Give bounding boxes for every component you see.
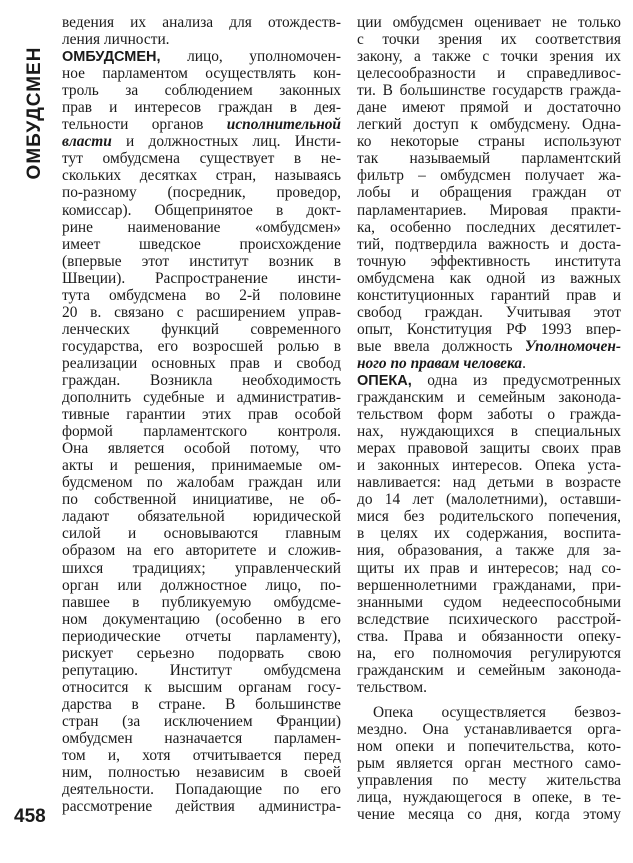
text-line: относится к высшим органам госу-	[62, 678, 341, 696]
page-number: 458	[14, 806, 46, 827]
text-line: Опека осуществляется безвоз-	[373, 703, 621, 721]
text-line: по-разному (посредник, проведор,	[62, 184, 341, 202]
text-line: тий, подтвердила важность и доста-	[357, 235, 621, 253]
text-line: мерах правовой защиты своих прав	[357, 440, 621, 458]
text-line	[62, 116, 341, 133]
entry-term: ОПЕКА,	[357, 372, 412, 389]
text-line: комиссар). Общепринятое в докт-	[62, 201, 341, 219]
text-line: ное парламентом осуществлять кон-	[62, 65, 341, 83]
text-line: на, его полномочия регулируются	[357, 644, 621, 662]
text-line: гражданским и семейным законода-	[357, 389, 621, 407]
text-line: ном документацию (особенно в его	[62, 610, 341, 628]
text-line: деятельности. Попадающие по его	[62, 781, 341, 799]
text-line: реализации основных прав и свобод	[62, 354, 341, 372]
text-line: дарства в стране. В большинстве	[62, 695, 341, 713]
left-column	[62, 14, 341, 815]
text-line: так называемый парламентский	[357, 150, 621, 168]
cross-reference: власти	[62, 133, 112, 151]
text-line: по собственной инициативе, не об-	[62, 491, 341, 509]
text-line: акты и решения, принимаемые ом-	[62, 457, 341, 475]
text-line: знанными судом недееспособными	[357, 593, 621, 611]
text-line: прав и интересов граждан в дея-	[62, 99, 341, 117]
text-line: рым является орган местного само-	[357, 755, 621, 773]
text-line: ко некоторые страны используют	[357, 133, 621, 151]
text-line: парламентариев. Мировая практи-	[357, 201, 621, 219]
text-line: опыт, Конституция РФ 1993 впер-	[357, 320, 621, 338]
text-line: репутацию. Институт омбудсмена	[62, 661, 341, 679]
text-line: гражданским и семейным законода-	[357, 661, 621, 679]
text-line: рискует серьезно подорвать свою	[62, 644, 341, 662]
text-line: ладают обязательной юридической	[62, 508, 341, 526]
text-line: дане имеют прямой и достаточно	[357, 99, 621, 117]
text-line: тут омбудсмена существует в не-	[62, 150, 341, 168]
text-line: тельством.	[357, 678, 427, 696]
text-line: ном опеки и попечительства, кото-	[357, 737, 621, 755]
text-line: нах, нуждающихся в специальных	[357, 423, 621, 441]
text-line	[357, 338, 621, 355]
text-line	[357, 696, 621, 704]
text-line: лица, нуждающегося в опеке, в те-	[357, 789, 621, 807]
text-line	[62, 48, 341, 65]
entry-term: ОМБУДСМЕН,	[62, 49, 161, 66]
text-line: стран (за исключением Франции)	[62, 712, 341, 730]
text-line: силой и основываются главным	[62, 525, 341, 543]
text-line: целесообразности и справедливос-	[357, 65, 621, 83]
text-line: ведения их анализа для отождеств-	[62, 14, 341, 31]
text-line: том и, хотя отчитывается перед	[62, 747, 341, 765]
section-tab-label: ОМБУДСМЕН	[24, 46, 45, 180]
text-line: троль за соблюдением законных	[62, 82, 341, 100]
text-line: и законных интересов. Опека уста-	[357, 457, 621, 475]
text-line: (впервые этот институт возник в	[62, 252, 341, 270]
text-line: тута омбудсмена во 2-й половине	[62, 286, 341, 304]
text-line: рине наименование «омбудсмен»	[62, 218, 341, 236]
text-line: навливается: над детьми в возрасте	[357, 474, 621, 492]
text-line: ления личности.	[62, 31, 170, 49]
text-line: ции омбудсмен оценивает не только	[357, 14, 621, 31]
text-line: омбудсмена как одной из важных	[357, 269, 621, 287]
text-line	[357, 372, 621, 389]
text-line: вследствие психического расстрой-	[357, 610, 621, 628]
text-span: .	[522, 354, 526, 372]
text-line: свобод граждан. Учитывая этот	[357, 303, 621, 321]
text-line: до 14 лет (малолетними), оставши-	[357, 491, 621, 509]
text-span: тельности органов	[62, 116, 227, 134]
text-line: тивные гарантии этих прав особой	[62, 406, 341, 424]
text-line: имеет шведское происхождение	[62, 235, 341, 253]
text-line: ним, полностью независим в своей	[62, 764, 341, 782]
text-line	[62, 133, 341, 150]
text-line: ка, особенно последних десятилет-	[357, 218, 621, 236]
text-line: павшее в публикуемую омбудсме-	[62, 593, 341, 611]
text-line: 20 в. связано с расширением управ-	[62, 303, 341, 321]
text-line: Она является особой потому, что	[62, 440, 341, 458]
text-line: дополнить судебные и административ-	[62, 389, 341, 407]
text-line: периодические отчеты парламенту),	[62, 627, 341, 645]
text-line: ния, образования, а также для за-	[357, 542, 621, 560]
text-line: чение месяца со дня, когда этому	[357, 806, 621, 824]
text-line: легкий доступ к омбудсмену. Одна-	[357, 116, 621, 134]
right-column	[357, 14, 621, 823]
text-line: скольких десятках стран, называясь	[62, 167, 341, 185]
text-line: с точки зрения их соответствия	[357, 31, 621, 49]
text-span: лицо, уполномочен-	[160, 48, 341, 66]
text-line: образом на его авторитете и сложив-	[62, 542, 341, 560]
text-line: мися без родительского попечения,	[357, 508, 621, 526]
text-line: тельством форм заботы о гражда-	[357, 406, 621, 424]
text-line: закону, а также с точки зрения их	[357, 48, 621, 66]
text-line: щиты их прав и интересов; над со-	[357, 559, 621, 577]
text-line: рассмотрение действия администра-	[62, 798, 341, 816]
text-line: фильтр – омбудсмен получает жа-	[357, 167, 621, 185]
cross-reference: ного по правам человека	[357, 354, 523, 372]
text-line: ленческих функций современного	[62, 320, 341, 338]
text-line: в целях их содержания, воспита-	[357, 525, 621, 543]
text-line: лобы и обращения граждан от	[357, 184, 621, 202]
text-line: ства. Права и обязанности опеку-	[357, 627, 621, 645]
text-line: вершеннолетними гражданами, при-	[357, 576, 621, 594]
text-line: мездно. Она устанавливается орга-	[357, 720, 621, 738]
text-span: одна из предусмотренных	[411, 371, 621, 389]
text-line: управления по месту жительства	[357, 772, 621, 790]
text-line: государства, его возросшей ролью в	[62, 337, 341, 355]
text-line: орган или должностное лицо, по-	[62, 576, 341, 594]
text-line: формой парламентского контроля.	[62, 423, 341, 441]
text-span: вые ввела должность	[357, 337, 525, 355]
text-line: шихся традициях; управленческий	[62, 559, 341, 577]
text-line: граждан. Возникла необходимость	[62, 371, 341, 389]
text-span: и должностных лиц. Инсти-	[111, 133, 341, 151]
text-line: точную эффективность института	[357, 252, 621, 270]
text-line: конституционных гарантий прав и	[357, 286, 621, 304]
section-tab	[18, 18, 52, 208]
text-line: ти. В большинстве государств гражда-	[357, 82, 621, 100]
cross-reference: Уполномочен-	[524, 337, 621, 355]
text-line: омбудсмен назначается парламен-	[62, 729, 341, 747]
text-line: будсменом по жалобам граждан или	[62, 474, 341, 492]
text-line: Швеции). Распространение инсти-	[62, 269, 341, 287]
cross-reference: исполнительной	[226, 116, 341, 134]
text-line	[357, 355, 621, 372]
